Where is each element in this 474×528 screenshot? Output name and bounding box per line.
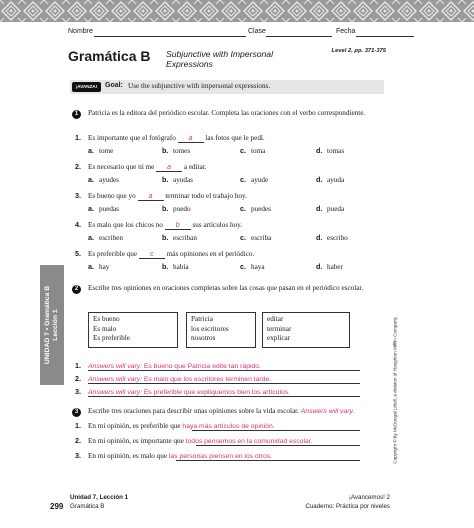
fecha-line[interactable] bbox=[356, 36, 414, 37]
box-item: los escritores bbox=[191, 324, 229, 333]
answer-option[interactable] bbox=[88, 204, 119, 214]
answer-option[interactable] bbox=[316, 233, 348, 243]
copyright-notice: Copyright © by McDougal Littell, a division of Houghton Mifflin Company. bbox=[392, 316, 398, 464]
answer-number: 1. bbox=[75, 361, 81, 370]
option-letter: a. bbox=[88, 146, 94, 155]
option-letter: c. bbox=[240, 262, 246, 271]
option-letter: a. bbox=[88, 204, 94, 213]
option-text: puedes bbox=[251, 205, 271, 213]
section-3-number: 3 bbox=[72, 408, 81, 417]
question-text-before: Es malo que los chicos no bbox=[88, 221, 163, 229]
question-number: 1. bbox=[75, 133, 81, 142]
question-number: 5. bbox=[75, 249, 81, 258]
opinion-answer[interactable]: las personas piensen en los otros. bbox=[168, 453, 273, 460]
box-item: Es bueno bbox=[93, 315, 120, 323]
opinion-answer[interactable]: haya más artículos de opinión. bbox=[182, 423, 275, 430]
section-3-instructions-row bbox=[88, 407, 354, 416]
option-letter: b. bbox=[162, 204, 169, 213]
answer-option[interactable] bbox=[162, 262, 189, 272]
option-letter: c. bbox=[240, 204, 246, 213]
option-text: tomes bbox=[173, 147, 191, 155]
answer-number: 3. bbox=[75, 387, 81, 396]
option-text: ayudas bbox=[173, 176, 193, 184]
opinion-number: 2. bbox=[75, 436, 81, 445]
question-text-after: a editar. bbox=[183, 163, 207, 171]
student-info-row bbox=[68, 28, 414, 40]
option-text: había bbox=[173, 263, 189, 271]
section-3-instructions: Escribe tres oraciones para describir unas opiniones sobre la vida escolar. bbox=[88, 407, 299, 415]
option-text: ayuda bbox=[327, 176, 345, 184]
answer-option[interactable] bbox=[316, 204, 344, 214]
option-letter: b. bbox=[162, 175, 169, 184]
clase-line[interactable] bbox=[266, 36, 332, 37]
answer-line bbox=[88, 370, 360, 371]
option-letter: c. bbox=[240, 233, 246, 242]
footer-right bbox=[305, 494, 390, 511]
option-text: tomas bbox=[327, 147, 345, 155]
clase-label: Clase bbox=[248, 28, 266, 35]
answer-blank[interactable]: a bbox=[156, 164, 182, 172]
option-letter: b. bbox=[162, 233, 169, 242]
option-letter: d. bbox=[316, 262, 323, 271]
answer-option[interactable] bbox=[162, 146, 190, 156]
option-text: haya bbox=[251, 263, 265, 271]
answer-blank[interactable]: a bbox=[178, 135, 204, 143]
footer-section: Gramática B bbox=[70, 502, 105, 510]
banner-pattern-icon bbox=[0, 0, 474, 22]
opinion-number: 3. bbox=[75, 451, 81, 460]
box-item: Patricia bbox=[191, 315, 213, 323]
box-item: nosotros bbox=[191, 334, 216, 342]
opinion-answer[interactable]: todos pensemos en la comunidad escolar. bbox=[185, 438, 313, 445]
answer-option[interactable] bbox=[162, 233, 197, 243]
answer-option[interactable] bbox=[240, 204, 271, 214]
section-1-instructions: Patricia es la editora del periódico escolar. Completa las oraciones con el verbo correspondiente. bbox=[88, 109, 366, 117]
answer-option[interactable] bbox=[88, 233, 123, 243]
option-text: ayudes bbox=[99, 176, 119, 184]
answer-text[interactable]: Es preferible que expliquemos bien los artículos. bbox=[143, 389, 291, 396]
answer-option[interactable] bbox=[316, 262, 343, 272]
box-item: Es malo bbox=[93, 324, 117, 333]
opinion-prompt: En mi opinión, es importante que bbox=[88, 437, 184, 445]
answer-option[interactable] bbox=[88, 146, 113, 156]
option-text: puedo bbox=[173, 205, 191, 213]
section-1-number: 1 bbox=[72, 110, 81, 119]
answer-line bbox=[88, 396, 360, 397]
option-text: ayude bbox=[251, 176, 269, 184]
footer-left bbox=[70, 494, 128, 511]
page-number: 299 bbox=[50, 502, 64, 511]
decorative-banner bbox=[0, 0, 474, 22]
box-item: explicar bbox=[267, 334, 291, 342]
option-letter: a. bbox=[88, 233, 94, 242]
answer-option[interactable] bbox=[240, 233, 271, 243]
question-text-after: más opiniones en el periódico. bbox=[166, 250, 255, 258]
option-letter: d. bbox=[316, 233, 323, 242]
option-text: tome bbox=[99, 147, 114, 155]
question-number: 4. bbox=[75, 220, 81, 229]
page-title: Gramática B bbox=[68, 48, 151, 64]
answer-note: Answers will vary: bbox=[88, 376, 143, 383]
question-text-before: Es bueno que yo bbox=[88, 192, 136, 200]
opinion-number: 1. bbox=[75, 421, 81, 430]
answer-option[interactable] bbox=[162, 204, 191, 214]
word-box-subjects bbox=[186, 312, 256, 348]
box-item: editar bbox=[267, 315, 284, 323]
question-text-before: Es necesario que tú me bbox=[88, 163, 155, 171]
option-letter: c. bbox=[240, 175, 246, 184]
option-letter: d. bbox=[316, 204, 323, 213]
answer-option[interactable] bbox=[162, 175, 193, 185]
question-row bbox=[75, 191, 247, 201]
option-letter: a. bbox=[88, 175, 94, 184]
question-row bbox=[75, 220, 242, 230]
opinion-prompt: En mi opinión, es preferible que bbox=[88, 422, 181, 430]
option-text: escribo bbox=[327, 234, 348, 242]
answer-option[interactable] bbox=[240, 262, 265, 272]
option-letter: c. bbox=[240, 146, 246, 155]
answer-option[interactable] bbox=[88, 262, 109, 272]
question-text-before: Es importante que el fotógrafo bbox=[88, 134, 176, 142]
option-text: pueda bbox=[327, 205, 345, 213]
option-text: escriba bbox=[251, 234, 272, 242]
answer-option[interactable] bbox=[316, 175, 344, 185]
box-item: Es preferible bbox=[93, 334, 130, 342]
answer-option[interactable] bbox=[88, 175, 119, 185]
option-text: hay bbox=[99, 263, 110, 271]
answer-text[interactable]: Es malo que los escritores terminen tarde. bbox=[143, 376, 272, 383]
question-text-after: sus artículos hoy. bbox=[192, 221, 243, 229]
answer-option[interactable] bbox=[316, 146, 344, 156]
option-text: puedas bbox=[99, 205, 119, 213]
opinion-line bbox=[196, 445, 360, 446]
question-row bbox=[75, 249, 254, 259]
answer-note: Answers will vary: bbox=[88, 363, 143, 370]
opinion-line bbox=[192, 430, 360, 431]
opinion-prompt: En mi opinión, es malo que bbox=[88, 452, 168, 460]
question-text-after: las fotos que le pedí. bbox=[205, 134, 265, 142]
side-tab-line-1: UNIDAD 7 • Gramática B bbox=[44, 285, 51, 365]
goal-label: Goal: bbox=[105, 82, 123, 89]
nombre-label: Nombre bbox=[68, 28, 93, 35]
answer-text[interactable]: Es bueno que Patricia edite tan rápido. bbox=[143, 363, 261, 370]
nombre-line[interactable] bbox=[94, 36, 246, 37]
section-2-number: 2 bbox=[72, 285, 81, 294]
word-box-verbs bbox=[262, 312, 350, 348]
goal-text: Use the subjunctive with impersonal expressions. bbox=[128, 82, 271, 90]
word-box-expressions bbox=[88, 312, 178, 348]
footer-book: ¡Avancemos! 2 bbox=[348, 494, 390, 501]
question-row bbox=[75, 162, 207, 172]
option-letter: a. bbox=[88, 262, 94, 271]
answer-number: 2. bbox=[75, 374, 81, 383]
option-text: toma bbox=[251, 147, 266, 155]
answer-option[interactable] bbox=[240, 175, 268, 185]
answer-blank[interactable]: a bbox=[138, 193, 164, 201]
answer-blank[interactable]: b bbox=[165, 222, 191, 230]
goal-bar bbox=[70, 80, 384, 94]
option-text: escriban bbox=[173, 234, 197, 242]
avanza-badge: ¡AVANZA! bbox=[72, 82, 101, 92]
option-letter: d. bbox=[316, 175, 323, 184]
section-2-instructions: Escribe tres opiniones en oraciones completas sobre las cosas que pasan en el periódico escolar. bbox=[88, 284, 364, 292]
fecha-label: Fecha bbox=[336, 28, 356, 35]
option-letter: d. bbox=[316, 146, 323, 155]
footer-workbook: Cuaderno: Práctica por niveles bbox=[305, 502, 390, 510]
page-subtitle: Subjunctive with Impersonal Expressions bbox=[166, 49, 273, 69]
box-item: terminar bbox=[267, 324, 292, 333]
option-text: haber bbox=[327, 263, 343, 271]
option-letter: b. bbox=[162, 146, 169, 155]
option-letter: b. bbox=[162, 262, 169, 271]
section-3-note: Answers will vary. bbox=[300, 408, 355, 415]
footer-unit: Unidad 7, Lección 1 bbox=[70, 494, 129, 501]
question-text-after: terminar todo el trabajo hoy. bbox=[165, 192, 247, 200]
option-text: escriben bbox=[99, 234, 123, 242]
opinion-line bbox=[176, 460, 360, 461]
answer-blank[interactable]: c bbox=[139, 251, 165, 259]
question-row bbox=[75, 133, 265, 143]
side-tab-line-2: Lección 1 bbox=[52, 309, 59, 341]
unit-side-text bbox=[44, 286, 60, 364]
question-number: 2. bbox=[75, 162, 81, 171]
level-reference: Level 2, pp. 371-375 bbox=[331, 48, 386, 54]
answer-line bbox=[88, 383, 360, 384]
question-number: 3. bbox=[75, 191, 81, 200]
question-text-before: Es preferible que bbox=[88, 250, 138, 258]
answer-note: Answers will vary: bbox=[88, 389, 143, 396]
answer-option[interactable] bbox=[240, 146, 265, 156]
